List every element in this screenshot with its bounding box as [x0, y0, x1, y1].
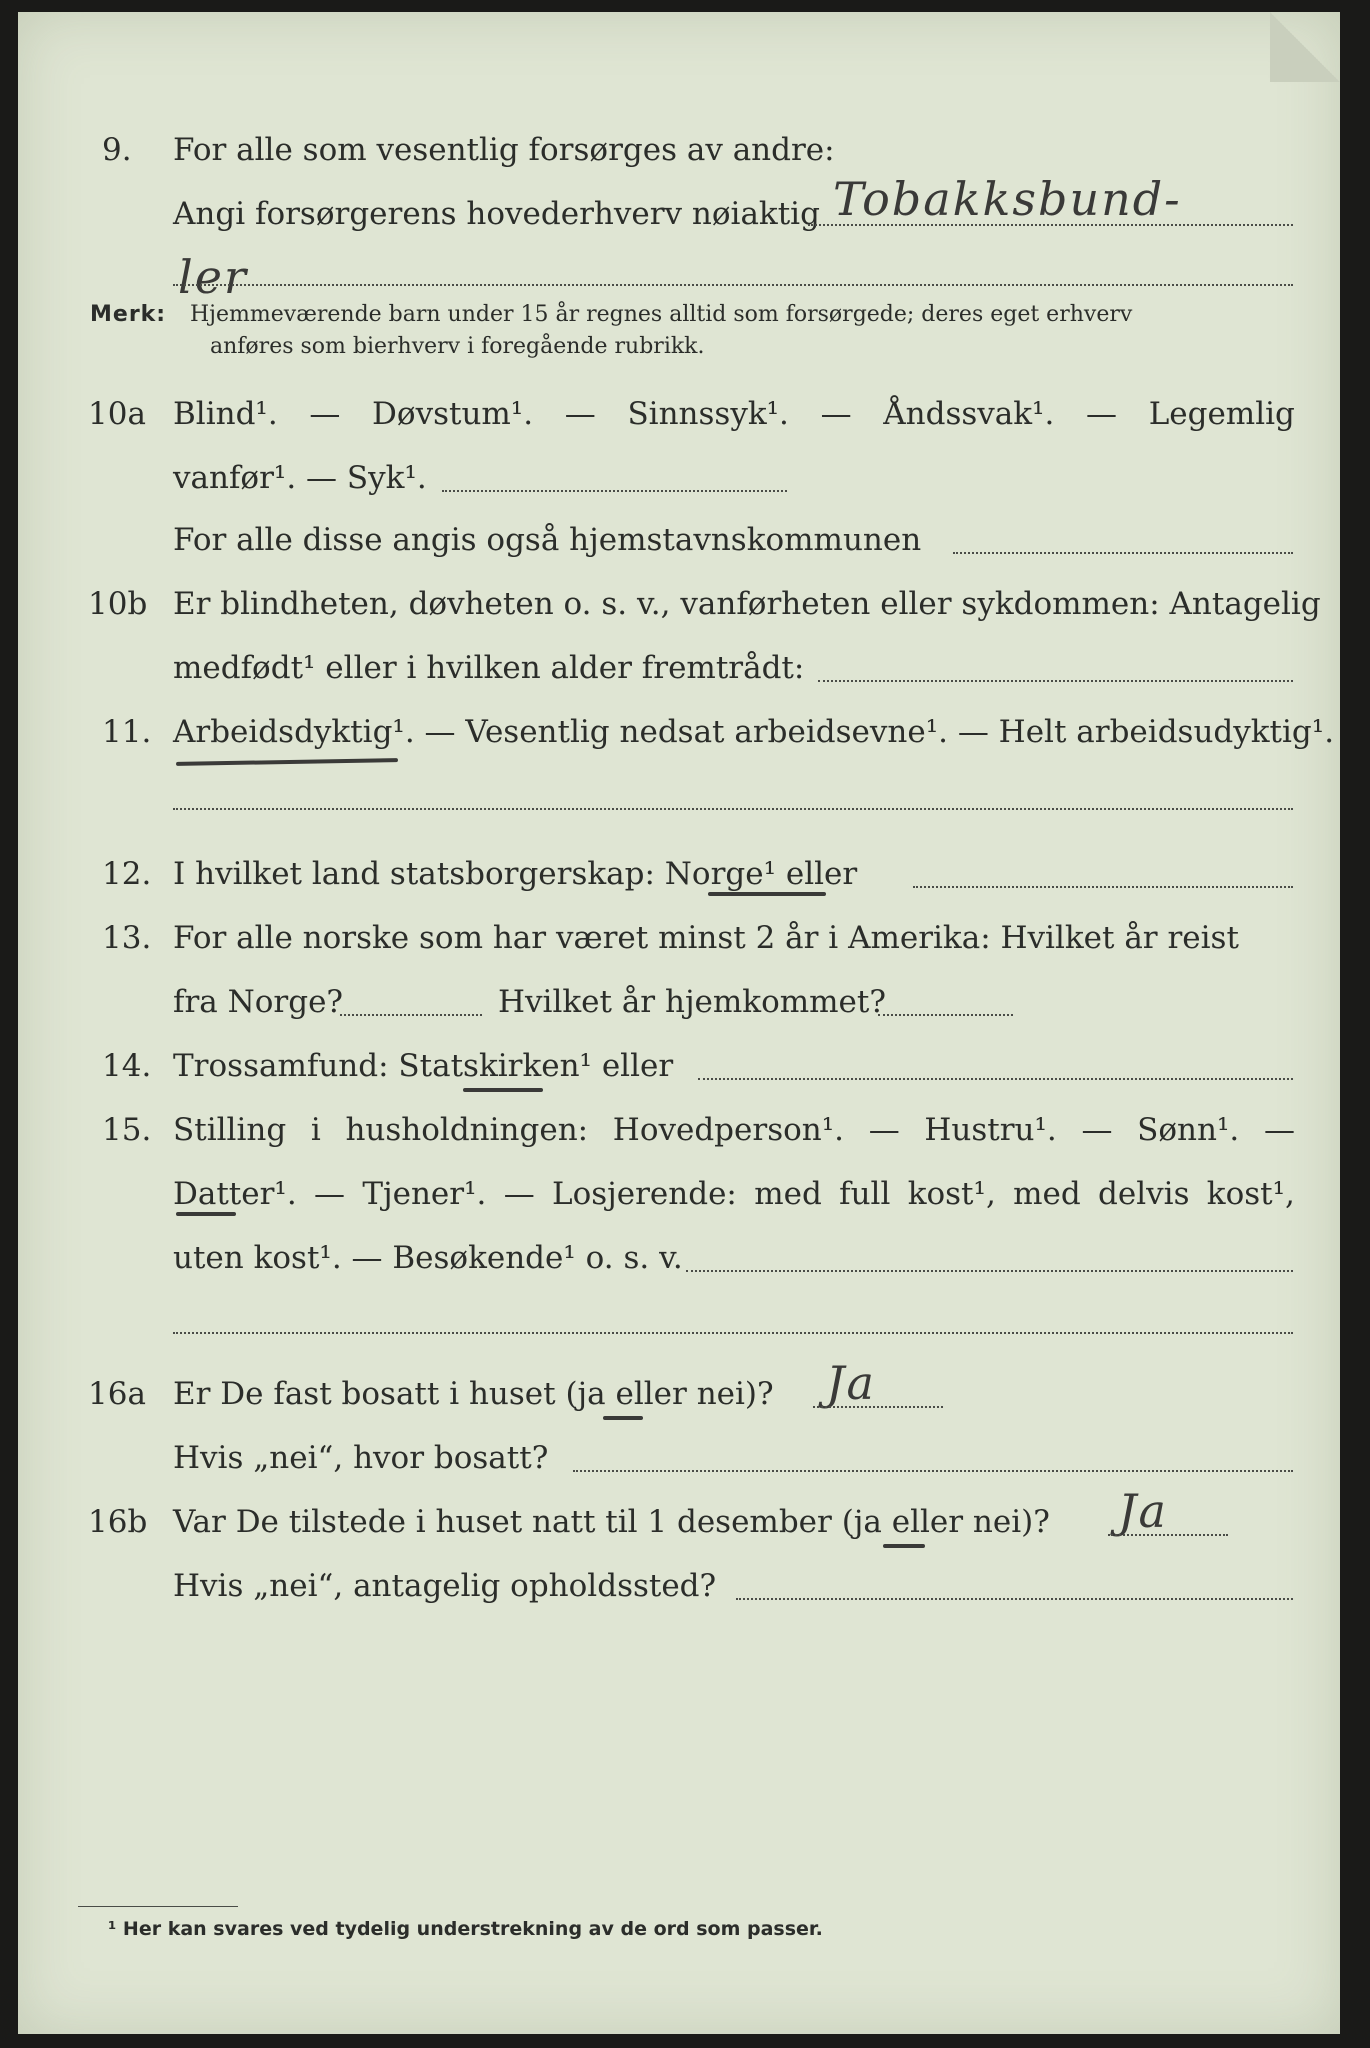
q15-options-2 [173, 1174, 1295, 1214]
q15-option-word: Sønn¹. [1137, 1112, 1240, 1148]
q11-underline-mark [176, 758, 398, 766]
q10a-option-word: Døvstum¹. [372, 396, 534, 432]
q15-option-word: Stilling [173, 1112, 287, 1148]
q13-question-2b: Hvilket år hjemkommet? [498, 984, 886, 1020]
q10a-option-word: — [564, 396, 596, 432]
q16b-number: 16b [88, 1504, 148, 1540]
q15-underline-mark [176, 1212, 236, 1216]
q16a-number: 16a [88, 1376, 146, 1412]
q15-option-word: delvis [1098, 1176, 1190, 1212]
q9-question-2: Angi forsørgerens hovederhverv nøiaktig [173, 196, 820, 232]
q9-handwritten-answer-2: ler [178, 250, 248, 304]
q15-option-word: full [839, 1176, 891, 1212]
q16b-underline-mark [883, 1544, 925, 1548]
q10b-question-2: medfødt¹ eller i hvilken alder fremtrådt: [173, 650, 805, 686]
q14-answer-field[interactable] [698, 1078, 1293, 1080]
q15-option-word: — [1081, 1112, 1113, 1148]
q16a-underline-mark [603, 1416, 643, 1420]
q14-underline-mark [463, 1088, 543, 1092]
q15-option-word: — [314, 1176, 346, 1212]
footnote: ¹ Her kan svares ved tydelig understrekning av de ord som passer. [108, 1918, 823, 1940]
q15-option-word: i [310, 1112, 321, 1148]
q15-option-word: husholdningen: [345, 1112, 589, 1148]
q15-answer-field-2[interactable] [173, 1332, 1293, 1334]
q11-answer-field[interactable] [173, 808, 1293, 810]
q15-option-word: med [754, 1176, 822, 1212]
q15-number: 15. [102, 1112, 152, 1148]
q16b-question: Var De tilstede i huset natt til 1 desember (ja eller nei)? [173, 1504, 1050, 1540]
q15-options-3: uten kost¹. — Besøkende¹ o. s. v. [173, 1240, 683, 1276]
q16b-handwritten-answer: Ja [1118, 1484, 1168, 1538]
q10a-options [173, 394, 1295, 434]
merk-label: Merk: [90, 302, 167, 327]
q10a-hjemstavn-field[interactable] [953, 552, 1293, 554]
q11-number: 11. [102, 714, 152, 750]
q13-number: 13. [102, 920, 152, 956]
q10a-option-word: — [820, 396, 852, 432]
q10a-option-word: — [1086, 396, 1118, 432]
q15-option-word: Hovedperson¹. [612, 1112, 845, 1148]
q10a-option-word: Åndssvak¹. [883, 396, 1055, 432]
q12-question: I hvilket land statsborgerskap: Norge¹ eller [173, 856, 858, 892]
q10b-answer-field[interactable] [818, 680, 1293, 682]
q10a-number: 10a [88, 396, 146, 432]
q15-option-word: — [1263, 1112, 1295, 1148]
q15-option-word: Tjener¹. [362, 1176, 487, 1212]
q15-option-word: Hustru¹. [924, 1112, 1057, 1148]
q16a-question: Er De fast bosatt i huset (ja eller nei)? [173, 1376, 774, 1412]
q15-option-word: — [503, 1176, 535, 1212]
census-form-page [18, 12, 1340, 2034]
q14-question: Trossamfund: Statskirken¹ eller [173, 1048, 674, 1084]
q16b-question-2: Hvis „nei“, antagelig opholdssted? [173, 1568, 717, 1604]
q11-question: Arbeidsdyktig¹. — Vesentlig nedsat arbeidsevne¹. — Helt arbeidsudyktig¹. [173, 714, 1335, 750]
q15-option-word: Losjerende: [552, 1176, 737, 1212]
q16b-opholdssted-field[interactable] [736, 1598, 1293, 1600]
q14-number: 14. [102, 1048, 152, 1084]
q15-option-word: kost¹, [1206, 1176, 1295, 1212]
q15-option-word: — [868, 1112, 900, 1148]
q16a-question-2: Hvis „nei“, hvor bosatt? [173, 1440, 549, 1476]
q16a-answer-field[interactable] [813, 1406, 943, 1408]
q10a-option-word: — [309, 396, 341, 432]
q15-option-word: med [1013, 1176, 1081, 1212]
q16a-handwritten-answer: Ja [826, 1356, 876, 1410]
merk-text-1: Hjemmeværende barn under 15 år regnes alltid som forsørgede; deres eget erhverv [190, 302, 1133, 327]
q12-number: 12. [102, 856, 152, 892]
q16b-answer-field[interactable] [1108, 1534, 1228, 1536]
q13-hjemkommet-field[interactable] [878, 1014, 1013, 1016]
folded-corner [1270, 12, 1340, 82]
q10a-option-word: Blind¹. [173, 396, 278, 432]
q10a-option-word: Sinnssyk¹. [627, 396, 789, 432]
q12-underline-mark [708, 892, 826, 896]
q13-question-2a: fra Norge? [173, 984, 344, 1020]
q9-answer-field-2[interactable] [173, 284, 1293, 286]
q9-handwritten-answer: Tobakksbund- [833, 172, 1182, 226]
q16a-bosatt-field[interactable] [573, 1470, 1293, 1472]
merk-text-2: anføres som bierhverv i foregående rubrikk. [210, 334, 705, 359]
q12-answer-field[interactable] [913, 886, 1293, 888]
q9-number: 9. [102, 132, 132, 168]
q13-reist-field[interactable] [340, 1014, 482, 1016]
q15-answer-field[interactable] [686, 1270, 1293, 1272]
q10b-question: Er blindheten, døvheten o. s. v., vanførheten eller sykdommen: Antagelig [173, 586, 1321, 622]
q10a-option-word: Legemlig [1148, 396, 1295, 432]
footnote-rule [78, 1906, 238, 1907]
q10b-number: 10b [88, 586, 148, 622]
q10a-hjemstavn: For alle disse angis også hjemstavnskommunen [173, 522, 922, 558]
q15-option-word: Datter¹. [173, 1176, 297, 1212]
q9-question: For alle som vesentlig forsørges av andre: [173, 132, 835, 168]
q15-option-word: kost¹, [907, 1176, 996, 1212]
q10a-answer-field[interactable] [442, 490, 787, 492]
q10a-options-2: vanfør¹. — Syk¹. [173, 460, 427, 496]
q13-question: For alle norske som har været minst 2 år i Amerika: Hvilket år reist [173, 920, 1239, 956]
q15-options [173, 1110, 1295, 1150]
